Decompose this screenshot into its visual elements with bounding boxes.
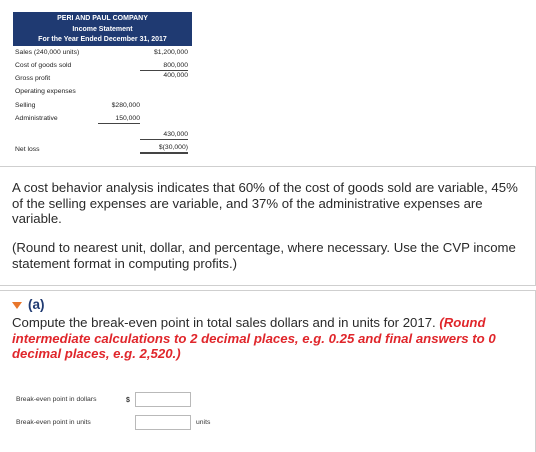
break-even-dollars-input[interactable] bbox=[135, 392, 191, 407]
rounding-instructions: (Round to nearest unit, dollar, and percentage, where necessary. Use the CVP income statement format in computing profits.) bbox=[12, 240, 516, 271]
gross-profit-value: 400,000 bbox=[163, 72, 188, 79]
units-suffix: units bbox=[196, 419, 211, 426]
part-a-question bbox=[12, 315, 532, 362]
administrative-value: 150,000 bbox=[98, 115, 140, 124]
cogs-label: Cost of goods sold bbox=[15, 62, 72, 69]
cost-behavior-paragraph: A cost behavior analysis indicates that 60% of the cost of goods sold are variable, 45% of the selling expenses are variable, and 37% of the administrative expenses are variable. bbox=[12, 180, 518, 226]
rounding-instruction: (Round intermediate calculations to 2 decimal places, e.g. 0.25 and final answers to 0 decimal places, e.g. 2,520.) bbox=[12, 315, 496, 361]
selling-value: $280,000 bbox=[111, 102, 140, 109]
sales-label: Sales (240,000 units) bbox=[15, 49, 80, 56]
statement-title: Income Statement bbox=[72, 25, 133, 33]
part-a-label: (a) bbox=[28, 297, 45, 312]
break-even-units-input[interactable] bbox=[135, 415, 191, 430]
cogs-value: 800,000 bbox=[140, 62, 188, 71]
operating-expenses-label: Operating expenses bbox=[15, 88, 76, 95]
administrative-label: Administrative bbox=[15, 115, 58, 122]
net-loss-value: $(30,000) bbox=[140, 144, 188, 154]
selling-label: Selling bbox=[15, 102, 36, 109]
break-even-dollars-label: Break-even point in dollars bbox=[16, 396, 97, 403]
sales-value: $1,200,000 bbox=[153, 49, 188, 56]
dollar-prefix: $ bbox=[126, 397, 130, 404]
total-operating-expenses-value: 430,000 bbox=[140, 131, 188, 140]
statement-header bbox=[13, 12, 192, 46]
company-name: PERI AND PAUL COMPANY bbox=[57, 15, 148, 22]
break-even-units-label: Break-even point in units bbox=[16, 419, 91, 426]
gross-profit-label: Gross profit bbox=[15, 75, 51, 82]
part-a-header[interactable] bbox=[12, 297, 45, 312]
collapse-caret-icon[interactable] bbox=[12, 302, 22, 309]
net-loss-label: Net loss bbox=[15, 146, 40, 153]
question-text: Compute the break-even point in total sales dollars and in units for 2017. bbox=[12, 315, 440, 330]
statement-period: For the Year Ended December 31, 2017 bbox=[38, 36, 167, 43]
